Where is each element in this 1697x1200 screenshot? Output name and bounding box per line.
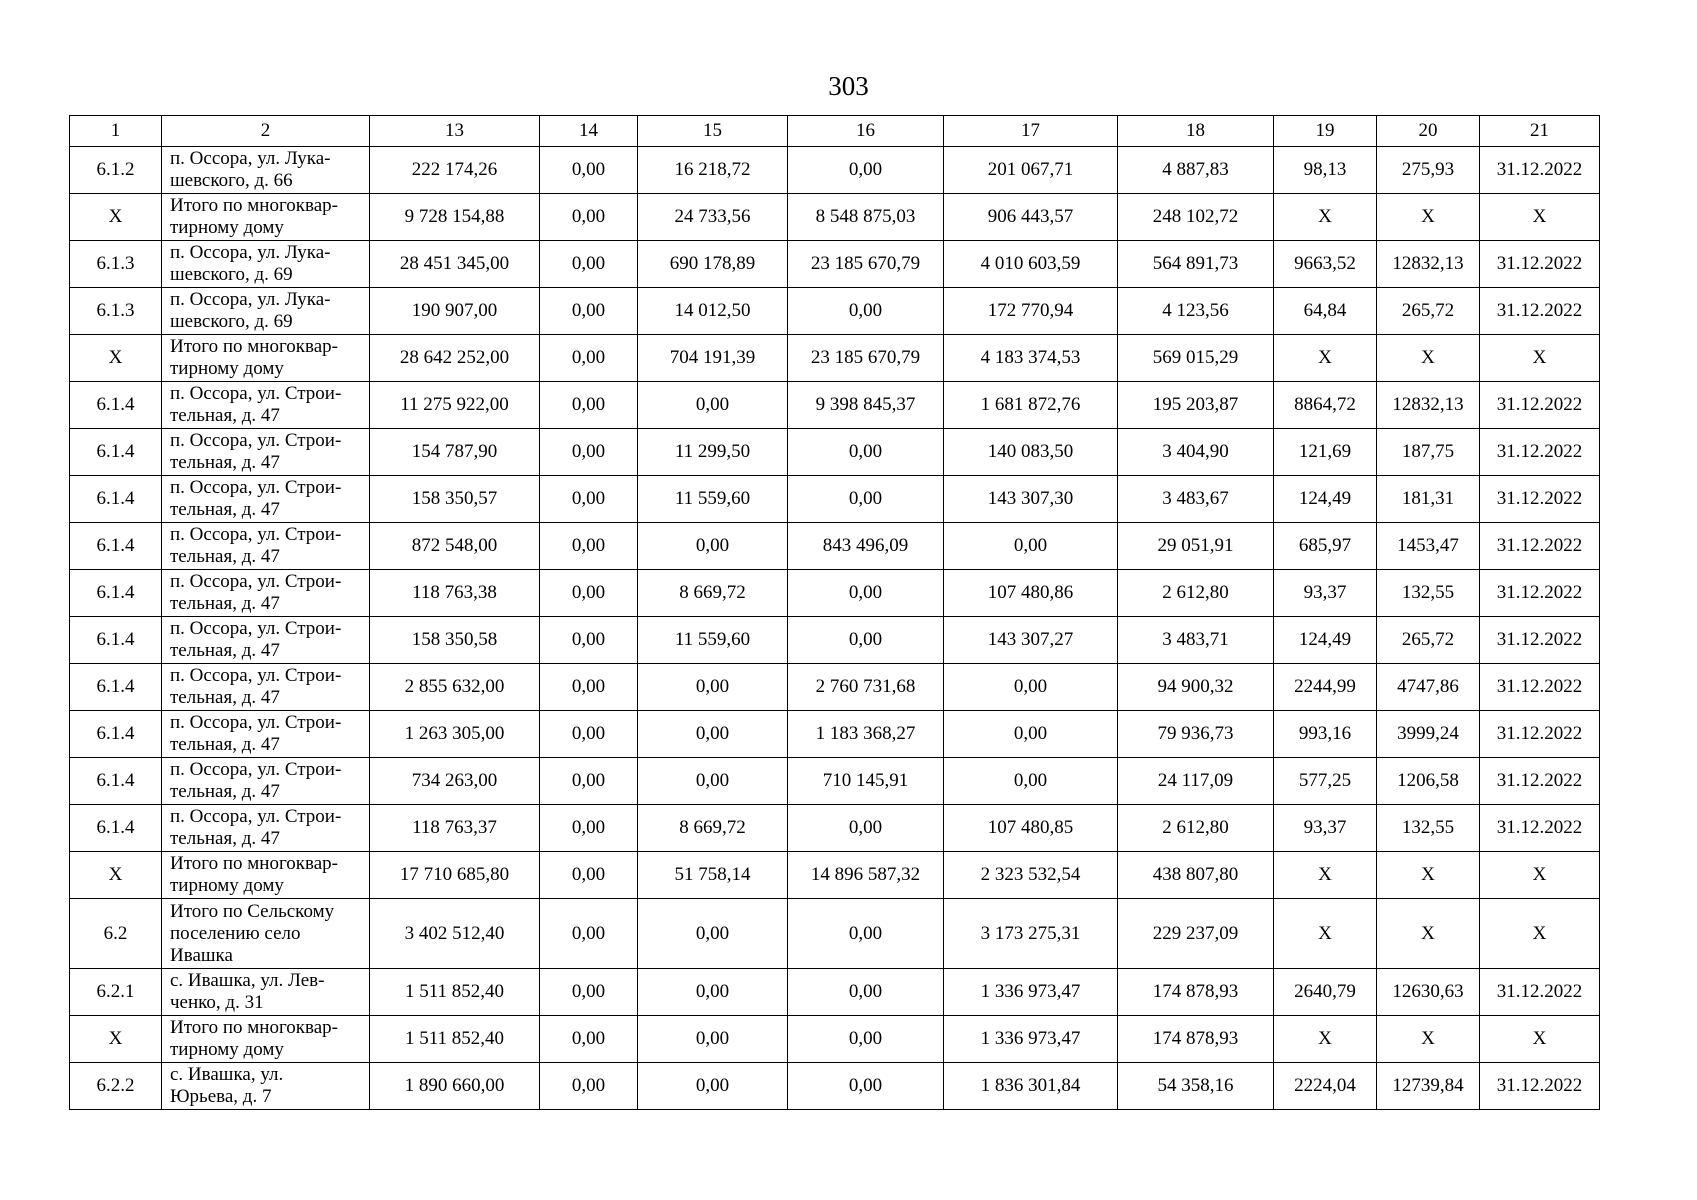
value-cell-col-14: 0,00 — [540, 1063, 638, 1110]
value-cell-col-20: Х — [1377, 899, 1480, 969]
value-cell-col-15: 11 559,60 — [638, 617, 788, 664]
address-cell — [162, 617, 370, 664]
row-number-cell: 6.2.2 — [70, 1063, 162, 1110]
value-cell-col-19: Х — [1274, 194, 1377, 241]
value-cell-col-20: 3999,24 — [1377, 711, 1480, 758]
value-cell-col-16: 843 496,09 — [788, 523, 944, 570]
address-line: тирному дому — [170, 217, 284, 238]
value-cell-col-14: 0,00 — [540, 1016, 638, 1063]
address-line: п. Оссора, ул. Строи- — [170, 430, 342, 451]
value-cell-col-16: 0,00 — [788, 476, 944, 523]
address-line: тельная, д. 47 — [170, 546, 280, 567]
value-cell-col-21: 31.12.2022 — [1480, 288, 1600, 335]
value-cell-col-20: 12630,63 — [1377, 969, 1480, 1016]
address-cell — [162, 570, 370, 617]
value-cell-col-21: Х — [1480, 899, 1600, 969]
value-cell-col-13: 734 263,00 — [370, 758, 540, 805]
value-cell-col-14: 0,00 — [540, 758, 638, 805]
value-cell-col-14: 0,00 — [540, 617, 638, 664]
address-line: Итого по многоквар- — [170, 853, 338, 874]
column-header: 16 — [788, 116, 944, 147]
row-number-cell: 6.1.4 — [70, 523, 162, 570]
row-number-cell: 6.1.4 — [70, 711, 162, 758]
address-line: п. Оссора, ул. Строи- — [170, 806, 342, 827]
value-cell-col-19: 2640,79 — [1274, 969, 1377, 1016]
value-cell-col-13: 1 890 660,00 — [370, 1063, 540, 1110]
value-cell-col-15: 11 299,50 — [638, 429, 788, 476]
table-row — [70, 758, 1600, 805]
value-cell-col-18: 3 483,67 — [1118, 476, 1274, 523]
value-cell-col-14: 0,00 — [540, 711, 638, 758]
table-row — [70, 899, 1600, 969]
value-cell-col-19: 64,84 — [1274, 288, 1377, 335]
value-cell-col-18: 54 358,16 — [1118, 1063, 1274, 1110]
value-cell-col-21: 31.12.2022 — [1480, 805, 1600, 852]
value-cell-col-20: Х — [1377, 1016, 1480, 1063]
value-cell-col-18: 195 203,87 — [1118, 382, 1274, 429]
address-line: ченко, д. 31 — [170, 992, 264, 1013]
value-cell-col-16: 8 548 875,03 — [788, 194, 944, 241]
row-number-cell: 6.1.4 — [70, 382, 162, 429]
value-cell-col-21: 31.12.2022 — [1480, 758, 1600, 805]
address-line: тельная, д. 47 — [170, 687, 280, 708]
value-cell-col-21: Х — [1480, 194, 1600, 241]
value-cell-col-18: 3 483,71 — [1118, 617, 1274, 664]
value-cell-col-17: 1 336 973,47 — [944, 1016, 1118, 1063]
address-line: п. Оссора, ул. Строи- — [170, 712, 342, 733]
value-cell-col-16: 0,00 — [788, 899, 944, 969]
value-cell-col-21: 31.12.2022 — [1480, 476, 1600, 523]
address-cell — [162, 1063, 370, 1110]
row-number-cell: 6.1.4 — [70, 617, 162, 664]
value-cell-col-16: 0,00 — [788, 570, 944, 617]
address-line: тирному дому — [170, 875, 284, 896]
value-cell-col-17: 140 083,50 — [944, 429, 1118, 476]
value-cell-col-20: 12739,84 — [1377, 1063, 1480, 1110]
address-cell — [162, 1016, 370, 1063]
column-header: 15 — [638, 116, 788, 147]
value-cell-col-21: 31.12.2022 — [1480, 664, 1600, 711]
address-line: п. Оссора, ул. Лука- — [170, 242, 331, 263]
table-row — [70, 805, 1600, 852]
value-cell-col-20: 12832,13 — [1377, 382, 1480, 429]
value-cell-col-13: 118 763,38 — [370, 570, 540, 617]
value-cell-col-19: 124,49 — [1274, 476, 1377, 523]
row-number-cell: Х — [70, 194, 162, 241]
value-cell-col-18: 24 117,09 — [1118, 758, 1274, 805]
value-cell-col-17: 143 307,30 — [944, 476, 1118, 523]
value-cell-col-19: 98,13 — [1274, 147, 1377, 194]
value-cell-col-14: 0,00 — [540, 664, 638, 711]
value-cell-col-19: 121,69 — [1274, 429, 1377, 476]
address-cell — [162, 194, 370, 241]
row-number-cell: 6.1.4 — [70, 429, 162, 476]
value-cell-col-16: 2 760 731,68 — [788, 664, 944, 711]
value-cell-col-20: 181,31 — [1377, 476, 1480, 523]
address-cell — [162, 711, 370, 758]
address-cell — [162, 147, 370, 194]
value-cell-col-19: 577,25 — [1274, 758, 1377, 805]
address-line: тельная, д. 47 — [170, 593, 280, 614]
address-line: п. Оссора, ул. Строи- — [170, 571, 342, 592]
value-cell-col-15: 11 559,60 — [638, 476, 788, 523]
address-line: шевского, д. 69 — [170, 311, 293, 332]
table-row — [70, 429, 1600, 476]
address-cell — [162, 805, 370, 852]
address-cell — [162, 852, 370, 899]
column-header: 21 — [1480, 116, 1600, 147]
value-cell-col-14: 0,00 — [540, 570, 638, 617]
value-cell-col-18: 4 887,83 — [1118, 147, 1274, 194]
value-cell-col-21: 31.12.2022 — [1480, 429, 1600, 476]
value-cell-col-14: 0,00 — [540, 805, 638, 852]
value-cell-col-20: 132,55 — [1377, 570, 1480, 617]
value-cell-col-14: 0,00 — [540, 241, 638, 288]
data-table — [69, 115, 1600, 1110]
value-cell-col-13: 2 855 632,00 — [370, 664, 540, 711]
address-cell — [162, 664, 370, 711]
value-cell-col-13: 1 511 852,40 — [370, 969, 540, 1016]
value-cell-col-19: 8864,72 — [1274, 382, 1377, 429]
column-header: 18 — [1118, 116, 1274, 147]
value-cell-col-18: 79 936,73 — [1118, 711, 1274, 758]
value-cell-col-16: 0,00 — [788, 147, 944, 194]
value-cell-col-14: 0,00 — [540, 969, 638, 1016]
value-cell-col-19: 9663,52 — [1274, 241, 1377, 288]
address-line: тельная, д. 47 — [170, 828, 280, 849]
address-line: Итого по многоквар- — [170, 195, 338, 216]
value-cell-col-15: 0,00 — [638, 899, 788, 969]
value-cell-col-13: 3 402 512,40 — [370, 899, 540, 969]
address-line: Итого по многоквар- — [170, 336, 338, 357]
value-cell-col-21: 31.12.2022 — [1480, 523, 1600, 570]
table-row — [70, 194, 1600, 241]
value-cell-col-18: 569 015,29 — [1118, 335, 1274, 382]
table-row — [70, 852, 1600, 899]
value-cell-col-14: 0,00 — [540, 523, 638, 570]
value-cell-col-19: 93,37 — [1274, 805, 1377, 852]
value-cell-col-14: 0,00 — [540, 382, 638, 429]
table-row — [70, 570, 1600, 617]
value-cell-col-15: 0,00 — [638, 1016, 788, 1063]
value-cell-col-15: 0,00 — [638, 523, 788, 570]
value-cell-col-21: 31.12.2022 — [1480, 147, 1600, 194]
value-cell-col-20: Х — [1377, 194, 1480, 241]
value-cell-col-15: 16 218,72 — [638, 147, 788, 194]
table-row — [70, 1016, 1600, 1063]
value-cell-col-18: 438 807,80 — [1118, 852, 1274, 899]
value-cell-col-19: Х — [1274, 899, 1377, 969]
address-line: шевского, д. 66 — [170, 170, 293, 191]
value-cell-col-13: 158 350,57 — [370, 476, 540, 523]
value-cell-col-20: 275,93 — [1377, 147, 1480, 194]
row-number-cell: 6.1.2 — [70, 147, 162, 194]
value-cell-col-21: 31.12.2022 — [1480, 382, 1600, 429]
value-cell-col-19: 685,97 — [1274, 523, 1377, 570]
value-cell-col-17: 1 836 301,84 — [944, 1063, 1118, 1110]
row-number-cell: 6.1.3 — [70, 288, 162, 335]
address-line: п. Оссора, ул. Строи- — [170, 665, 342, 686]
value-cell-col-14: 0,00 — [540, 429, 638, 476]
value-cell-col-16: 9 398 845,37 — [788, 382, 944, 429]
value-cell-col-14: 0,00 — [540, 476, 638, 523]
value-cell-col-19: 124,49 — [1274, 617, 1377, 664]
value-cell-col-17: 107 480,85 — [944, 805, 1118, 852]
value-cell-col-20: 4747,86 — [1377, 664, 1480, 711]
value-cell-col-15: 0,00 — [638, 1063, 788, 1110]
value-cell-col-15: 690 178,89 — [638, 241, 788, 288]
value-cell-col-20: 1206,58 — [1377, 758, 1480, 805]
value-cell-col-16: 0,00 — [788, 288, 944, 335]
value-cell-col-16: 710 145,91 — [788, 758, 944, 805]
value-cell-col-14: 0,00 — [540, 852, 638, 899]
value-cell-col-18: 174 878,93 — [1118, 969, 1274, 1016]
address-line: п. Оссора, ул. Строи- — [170, 524, 342, 545]
value-cell-col-18: 4 123,56 — [1118, 288, 1274, 335]
address-cell — [162, 429, 370, 476]
address-line: с. Ивашка, ул. Лев- — [170, 970, 325, 991]
value-cell-col-19: Х — [1274, 852, 1377, 899]
table-row — [70, 288, 1600, 335]
value-cell-col-17: 0,00 — [944, 664, 1118, 711]
value-cell-col-16: 0,00 — [788, 1016, 944, 1063]
address-line: Юрьева, д. 7 — [170, 1086, 272, 1107]
value-cell-col-18: 248 102,72 — [1118, 194, 1274, 241]
value-cell-col-19: 993,16 — [1274, 711, 1377, 758]
value-cell-col-15: 14 012,50 — [638, 288, 788, 335]
table-row — [70, 711, 1600, 758]
value-cell-col-18: 564 891,73 — [1118, 241, 1274, 288]
value-cell-col-19: 93,37 — [1274, 570, 1377, 617]
address-line: Итого по Сельскому — [170, 900, 335, 922]
value-cell-col-17: 0,00 — [944, 711, 1118, 758]
row-number-cell: 6.1.4 — [70, 570, 162, 617]
value-cell-col-15: 704 191,39 — [638, 335, 788, 382]
row-number-cell: 6.2 — [70, 899, 162, 969]
address-line: п. Оссора, ул. Лука- — [170, 289, 331, 310]
column-header: 20 — [1377, 116, 1480, 147]
value-cell-col-15: 8 669,72 — [638, 570, 788, 617]
value-cell-col-17: 1 336 973,47 — [944, 969, 1118, 1016]
value-cell-col-18: 29 051,91 — [1118, 523, 1274, 570]
address-line: с. Ивашка, ул. — [170, 1064, 284, 1085]
value-cell-col-13: 118 763,37 — [370, 805, 540, 852]
value-cell-col-21: 31.12.2022 — [1480, 1063, 1600, 1110]
value-cell-col-17: 4 183 374,53 — [944, 335, 1118, 382]
value-cell-col-15: 0,00 — [638, 382, 788, 429]
address-line: п. Оссора, ул. Строи- — [170, 383, 342, 404]
address-line: шевского, д. 69 — [170, 264, 293, 285]
row-number-cell: 6.2.1 — [70, 969, 162, 1016]
value-cell-col-13: 154 787,90 — [370, 429, 540, 476]
table-row — [70, 664, 1600, 711]
value-cell-col-21: 31.12.2022 — [1480, 570, 1600, 617]
address-cell — [162, 241, 370, 288]
value-cell-col-18: 229 237,09 — [1118, 899, 1274, 969]
value-cell-col-14: 0,00 — [540, 147, 638, 194]
value-cell-col-20: 12832,13 — [1377, 241, 1480, 288]
value-cell-col-18: 3 404,90 — [1118, 429, 1274, 476]
value-cell-col-19: 2224,04 — [1274, 1063, 1377, 1110]
address-line: п. Оссора, ул. Строи- — [170, 477, 342, 498]
table-body — [70, 116, 1600, 1110]
address-cell — [162, 335, 370, 382]
column-header: 17 — [944, 116, 1118, 147]
address-line: тельная, д. 47 — [170, 640, 280, 661]
address-line: тельная, д. 47 — [170, 499, 280, 520]
value-cell-col-17: 172 770,94 — [944, 288, 1118, 335]
value-cell-col-16: 14 896 587,32 — [788, 852, 944, 899]
value-cell-col-20: 265,72 — [1377, 617, 1480, 664]
value-cell-col-17: 1 681 872,76 — [944, 382, 1118, 429]
address-cell — [162, 969, 370, 1016]
value-cell-col-17: 143 307,27 — [944, 617, 1118, 664]
address-line: п. Оссора, ул. Лука- — [170, 148, 331, 169]
value-cell-col-21: Х — [1480, 852, 1600, 899]
address-line: Итого по многоквар- — [170, 1017, 338, 1038]
table-row — [70, 1063, 1600, 1110]
value-cell-col-17: 107 480,86 — [944, 570, 1118, 617]
value-cell-col-17: 2 323 532,54 — [944, 852, 1118, 899]
page-number: 303 — [828, 71, 869, 101]
value-cell-col-15: 0,00 — [638, 758, 788, 805]
value-cell-col-18: 2 612,80 — [1118, 805, 1274, 852]
address-line: тельная, д. 47 — [170, 405, 280, 426]
value-cell-col-13: 872 548,00 — [370, 523, 540, 570]
column-header: 2 — [162, 116, 370, 147]
value-cell-col-20: 265,72 — [1377, 288, 1480, 335]
row-number-cell: 6.1.4 — [70, 664, 162, 711]
value-cell-col-17: 0,00 — [944, 523, 1118, 570]
address-cell — [162, 382, 370, 429]
address-line: тельная, д. 47 — [170, 452, 280, 473]
table-row — [70, 241, 1600, 288]
table-row — [70, 147, 1600, 194]
value-cell-col-21: 31.12.2022 — [1480, 241, 1600, 288]
value-cell-col-18: 2 612,80 — [1118, 570, 1274, 617]
address-cell — [162, 288, 370, 335]
value-cell-col-17: 4 010 603,59 — [944, 241, 1118, 288]
address-cell — [162, 758, 370, 805]
value-cell-col-21: Х — [1480, 335, 1600, 382]
table-row — [70, 969, 1600, 1016]
table-row — [70, 523, 1600, 570]
address-line: п. Оссора, ул. Строи- — [170, 618, 342, 639]
value-cell-col-13: 190 907,00 — [370, 288, 540, 335]
value-cell-col-17: 3 173 275,31 — [944, 899, 1118, 969]
value-cell-col-17: 906 443,57 — [944, 194, 1118, 241]
value-cell-col-15: 8 669,72 — [638, 805, 788, 852]
value-cell-col-13: 28 642 252,00 — [370, 335, 540, 382]
value-cell-col-17: 201 067,71 — [944, 147, 1118, 194]
address-line: поселению село — [170, 922, 301, 944]
value-cell-col-16: 0,00 — [788, 429, 944, 476]
value-cell-col-19: Х — [1274, 1016, 1377, 1063]
column-header: 1 — [70, 116, 162, 147]
value-cell-col-20: Х — [1377, 852, 1480, 899]
value-cell-col-19: Х — [1274, 335, 1377, 382]
value-cell-col-13: 1 263 305,00 — [370, 711, 540, 758]
value-cell-col-18: 174 878,93 — [1118, 1016, 1274, 1063]
value-cell-col-14: 0,00 — [540, 335, 638, 382]
table-row — [70, 476, 1600, 523]
value-cell-col-13: 9 728 154,88 — [370, 194, 540, 241]
address-line: п. Оссора, ул. Строи- — [170, 759, 342, 780]
value-cell-col-19: 2244,99 — [1274, 664, 1377, 711]
value-cell-col-15: 0,00 — [638, 664, 788, 711]
value-cell-col-14: 0,00 — [540, 194, 638, 241]
value-cell-col-21: Х — [1480, 1016, 1600, 1063]
row-number-cell: Х — [70, 852, 162, 899]
address-line: тирному дому — [170, 358, 284, 379]
address-line: тельная, д. 47 — [170, 734, 280, 755]
value-cell-col-15: 0,00 — [638, 711, 788, 758]
value-cell-col-17: 0,00 — [944, 758, 1118, 805]
value-cell-col-14: 0,00 — [540, 899, 638, 969]
value-cell-col-13: 17 710 685,80 — [370, 852, 540, 899]
value-cell-col-13: 11 275 922,00 — [370, 382, 540, 429]
address-cell — [162, 476, 370, 523]
value-cell-col-14: 0,00 — [540, 288, 638, 335]
value-cell-col-16: 0,00 — [788, 805, 944, 852]
column-header: 19 — [1274, 116, 1377, 147]
value-cell-col-16: 23 185 670,79 — [788, 335, 944, 382]
value-cell-col-16: 1 183 368,27 — [788, 711, 944, 758]
value-cell-col-21: 31.12.2022 — [1480, 617, 1600, 664]
table-row — [70, 335, 1600, 382]
address-line: тельная, д. 47 — [170, 781, 280, 802]
table-row — [70, 617, 1600, 664]
value-cell-col-21: 31.12.2022 — [1480, 711, 1600, 758]
value-cell-col-16: 0,00 — [788, 617, 944, 664]
value-cell-col-18: 94 900,32 — [1118, 664, 1274, 711]
value-cell-col-15: 0,00 — [638, 969, 788, 1016]
value-cell-col-15: 24 733,56 — [638, 194, 788, 241]
value-cell-col-13: 158 350,58 — [370, 617, 540, 664]
row-number-cell: Х — [70, 1016, 162, 1063]
value-cell-col-20: 1453,47 — [1377, 523, 1480, 570]
row-number-cell: 6.1.4 — [70, 476, 162, 523]
value-cell-col-16: 0,00 — [788, 1063, 944, 1110]
row-number-cell: 6.1.4 — [70, 805, 162, 852]
value-cell-col-13: 222 174,26 — [370, 147, 540, 194]
address-line: Ивашка — [170, 944, 233, 966]
row-number-cell: Х — [70, 335, 162, 382]
row-number-cell: 6.1.3 — [70, 241, 162, 288]
value-cell-col-15: 51 758,14 — [638, 852, 788, 899]
address-cell — [162, 523, 370, 570]
value-cell-col-20: 187,75 — [1377, 429, 1480, 476]
address-cell — [162, 899, 370, 969]
value-cell-col-20: Х — [1377, 335, 1480, 382]
address-line: тирному дому — [170, 1039, 284, 1060]
column-header: 13 — [370, 116, 540, 147]
value-cell-col-13: 1 511 852,40 — [370, 1016, 540, 1063]
value-cell-col-16: 23 185 670,79 — [788, 241, 944, 288]
value-cell-col-20: 132,55 — [1377, 805, 1480, 852]
header-row — [70, 116, 1600, 147]
value-cell-col-21: 31.12.2022 — [1480, 969, 1600, 1016]
column-header: 14 — [540, 116, 638, 147]
value-cell-col-13: 28 451 345,00 — [370, 241, 540, 288]
row-number-cell: 6.1.4 — [70, 758, 162, 805]
value-cell-col-16: 0,00 — [788, 969, 944, 1016]
table-row — [70, 382, 1600, 429]
